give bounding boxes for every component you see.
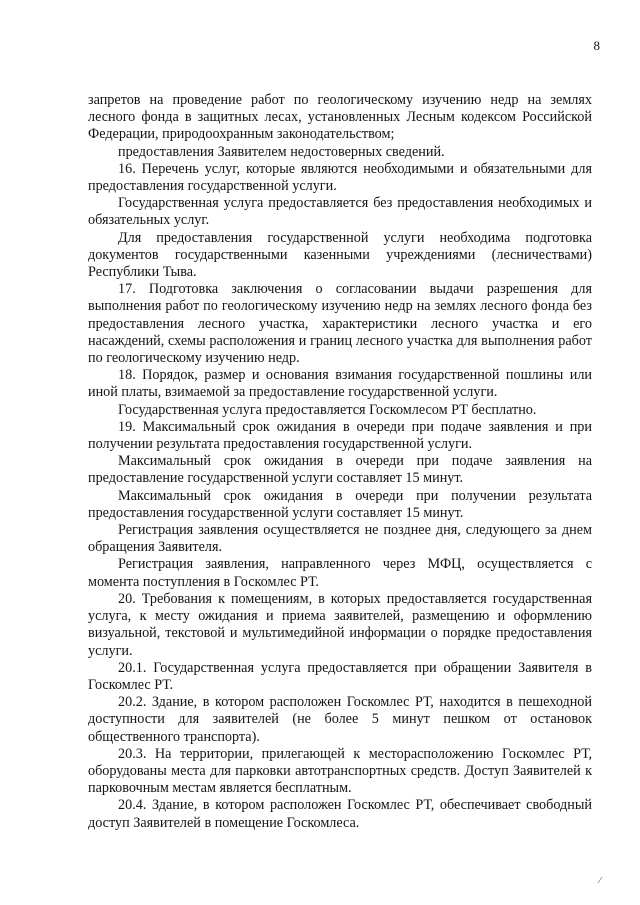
paragraph: 19. Максимальный срок ожидания в очереди при подаче заявления и при получении результата предоставления государственной услуги.: [88, 418, 592, 453]
paragraph: 16. Перечень услуг, которые являются необходимыми и обязательными для предоставления государственной услуги.: [88, 160, 592, 195]
paragraph: 20.4. Здание, в котором расположен Госкомлес РТ, обеспечивает свободный доступ Заявителей в помещение Госкомлеса.: [88, 797, 592, 831]
paragraph: 20.1. Государственная услуга предоставляется при обращении Заявителя в Госкомлес РТ.: [88, 659, 592, 693]
paragraph: Государственная услуга предоставляется Госкомлесом РТ бесплатно.: [118, 401, 537, 418]
paragraph: запретов на проведение работ по геологическому изучению недр на землях лесного фонда в защитных лесах, установленных Лесным кодексом Российской Федерации, природоохранным законодательством;: [88, 92, 592, 143]
paragraph: предоставления Заявителем недостоверных сведений.: [118, 143, 445, 160]
paragraph: 18. Порядок, размер и основания взимания государственной пошлины или иной платы, взимаемой за предоставление государственной услуги.: [88, 367, 592, 401]
paragraph: Регистрация заявления, направленного через МФЦ, осуществляется с момента поступления в Госкомлес РТ.: [88, 556, 592, 590]
scan-mark: [597, 876, 603, 884]
paragraph: 20.2. Здание, в котором расположен Госкомлес РТ, находится в пешеходной доступности для заявителей (не более 5 минут пешком от остановок общественного транспорта).: [88, 694, 592, 745]
paragraph: Государственная услуга предоставляется без предоставления необходимых и обязательных услуг.: [88, 195, 592, 229]
page-number: 8: [593, 38, 600, 53]
body-text: [88, 92, 592, 832]
paragraph: Максимальный срок ожидания в очереди при получении результата предоставления государственной услуги составляет 15 минут.: [88, 487, 592, 521]
paragraph: Регистрация заявления осуществляется не позднее дня, следующего за днем обращения Заявителя.: [88, 522, 592, 556]
paragraph: 20.3. На территории, прилегающей к месторасположению Госкомлес РТ, оборудованы места для парковки автотранспортных средств. Доступ Заявителей к парковочным местам является бесплатным.: [88, 745, 592, 797]
paragraph: Для предоставления государственной услуги необходима подготовка документов государственными казенными учреждениями (лесничествами) Республики Тыва.: [88, 229, 592, 281]
paragraph: 17. Подготовка заключения о согласовании выдачи разрешения для выполнения работ по геологическому изучению недр на землях лесного фонда без предоставления лесного участка, характеристики лесного участка и его насаждений, схемы расположения и границ лесного участка для выполнения работ по геологическому изучению недр.: [88, 281, 592, 367]
paragraph: 20. Требования к помещениям, в которых предоставляется государственная услуга, к месту ожидания и приема заявителей, размещению и оформлению визуальной, текстовой и мультимедийной информации о порядке предоставления услуги.: [88, 590, 592, 659]
paragraph: Максимальный срок ожидания в очереди при подаче заявления на предоставление государственной услуги составляет 15 минут.: [88, 453, 592, 487]
